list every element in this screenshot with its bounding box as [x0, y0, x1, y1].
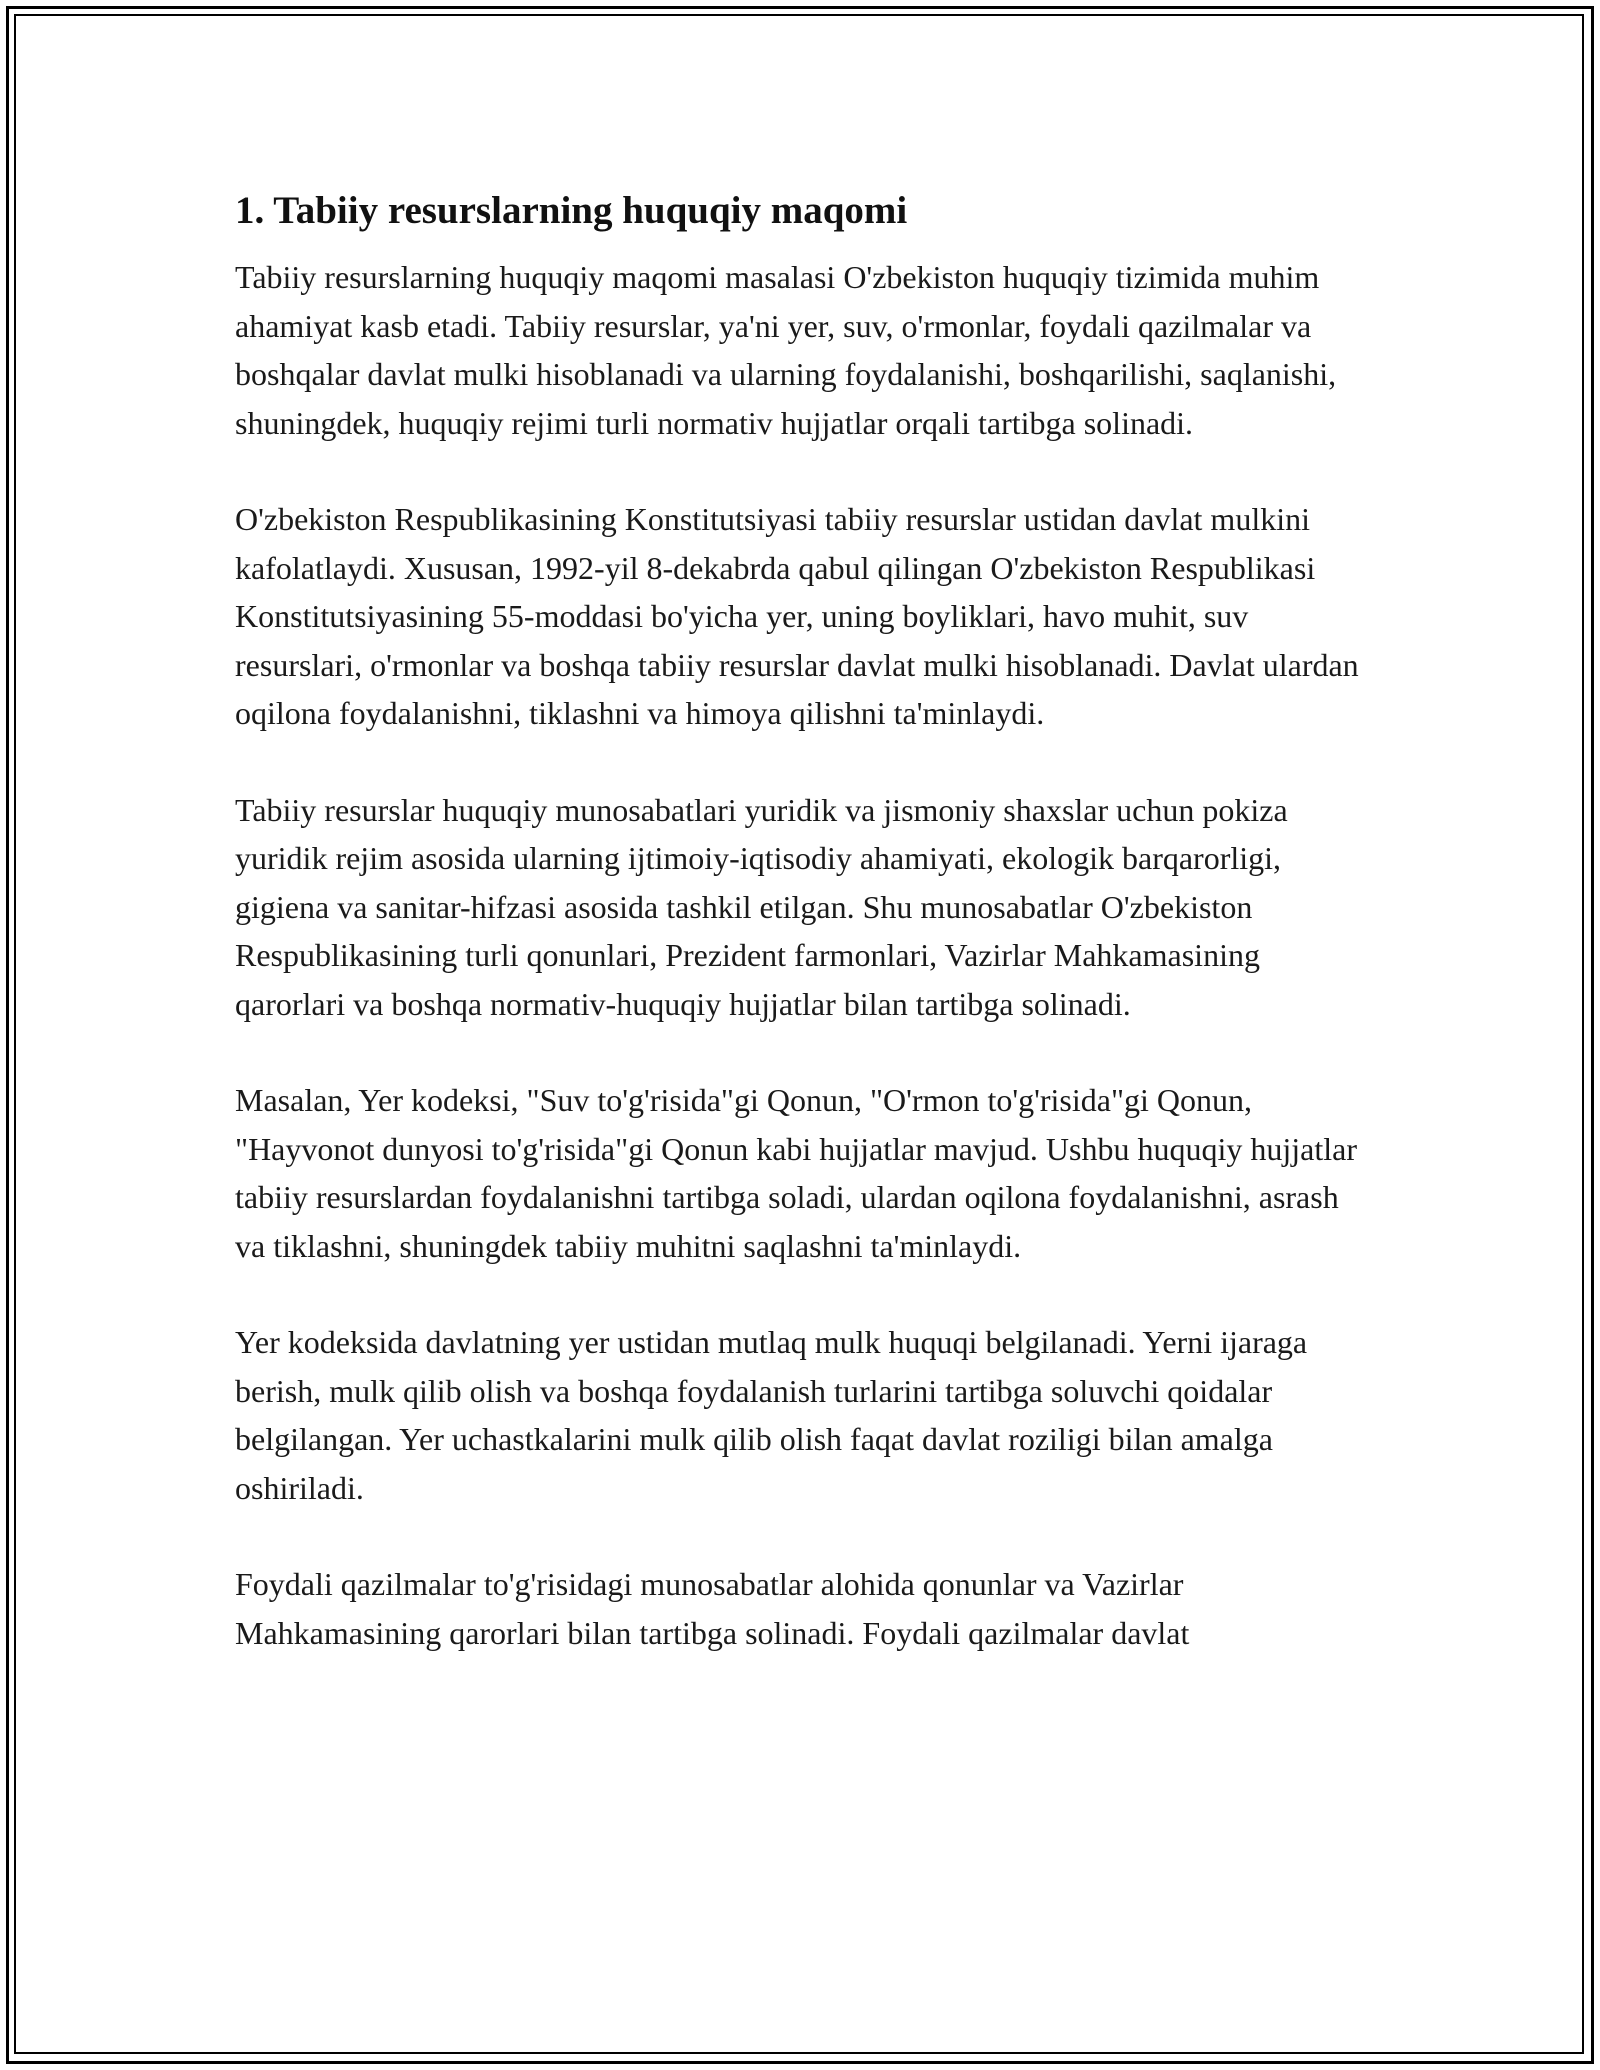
- paragraph-4: Masalan, Yer kodeksi, "Suv to'g'risida"gi Qonun, "O'rmon to'g'risida"gi Qonun, "Hayvonot dunyosi to'g'risida"gi Qonun kabi hujjatlar mavjud. Ushbu huquqiy hujjatlar tabiiy resurslardan foydalanishni tartibga soladi, ulardan oqilona foydalanishni, asrash va tiklashni, shuningdek tabiiy muhitni saqlashni ta'minlaydi.: [235, 1082, 1357, 1264]
- section-heading: 1. Tabiiy resurslarning huquqiy maqomi: [235, 189, 908, 232]
- paragraph-3: Tabiiy resurslar huquqiy munosabatlari yuridik va jismoniy shaxslar uchun pokiza yuridik rejim asosida ularning ijtimoiy-iqtisodiy ahamiyati, ekologik barqarorligi, gigiena va sanitar-hifzasi asosida tashkil etilgan. Shu munosabatlar O'zbekiston Respublikasining turli qonunlari, Prezident farmonlari, Vazirlar Mahkamasining qarorlari va boshqa normativ-huquqiy hujjatlar bilan tartibga solinadi.: [235, 791, 1288, 1022]
- paragraph-2: O'zbekiston Respublikasining Konstitutsiyasi tabiiy resurslar ustidan davlat mulkini kafolatlaydi. Xususan, 1992-yil 8-dekabrda qabul qilingan O'zbekiston Respublikasi Konstitutsiyasining 55-moddasi bo'yicha yer, uning boyliklari, havo muhit, suv resurslari, o'rmonlar va boshqa tabiiy resurslar davlat mulki hisoblanadi. Davlat ulardan oqilona foydalanishni, tiklashni va himoya qilishni ta'minlaydi.: [235, 501, 1359, 731]
- paragraph-1: Tabiiy resurslarning huquqiy maqomi masalasi O'zbekiston huquqiy tizimida muhim ahamiyat kasb etadi. Tabiiy resurslar, ya'ni yer, suv, o'rmonlar, foydali qazilmalar va boshqalar davlat mulki hisoblanadi va ularning foydalanishi, boshqarilishi, saqlanishi, shuningdek, huquqiy rejimi turli normativ hujjatlar orqali tartibga solinadi.: [235, 259, 1337, 441]
- paragraph-6: Foydali qazilmalar to'g'risidagi munosabatlar alohida qonunlar va Vazirlar Mahkamasining qarorlari bilan tartibga solinadi. Foydali qazilmalar davlat: [235, 1566, 1190, 1651]
- paragraph-5: Yer kodeksida davlatning yer ustidan mutlaq mulk huquqi belgilanadi. Yerni ijaraga berish, mulk qilib olish va boshqa foydalanish turlarini tartibga soluvchi qoidalar belgilangan. Yer uchastkalarini mulk qilib olish faqat davlat roziligi bilan amalga oshiriladi.: [235, 1324, 1308, 1506]
- document-body: [235, 185, 1375, 1705]
